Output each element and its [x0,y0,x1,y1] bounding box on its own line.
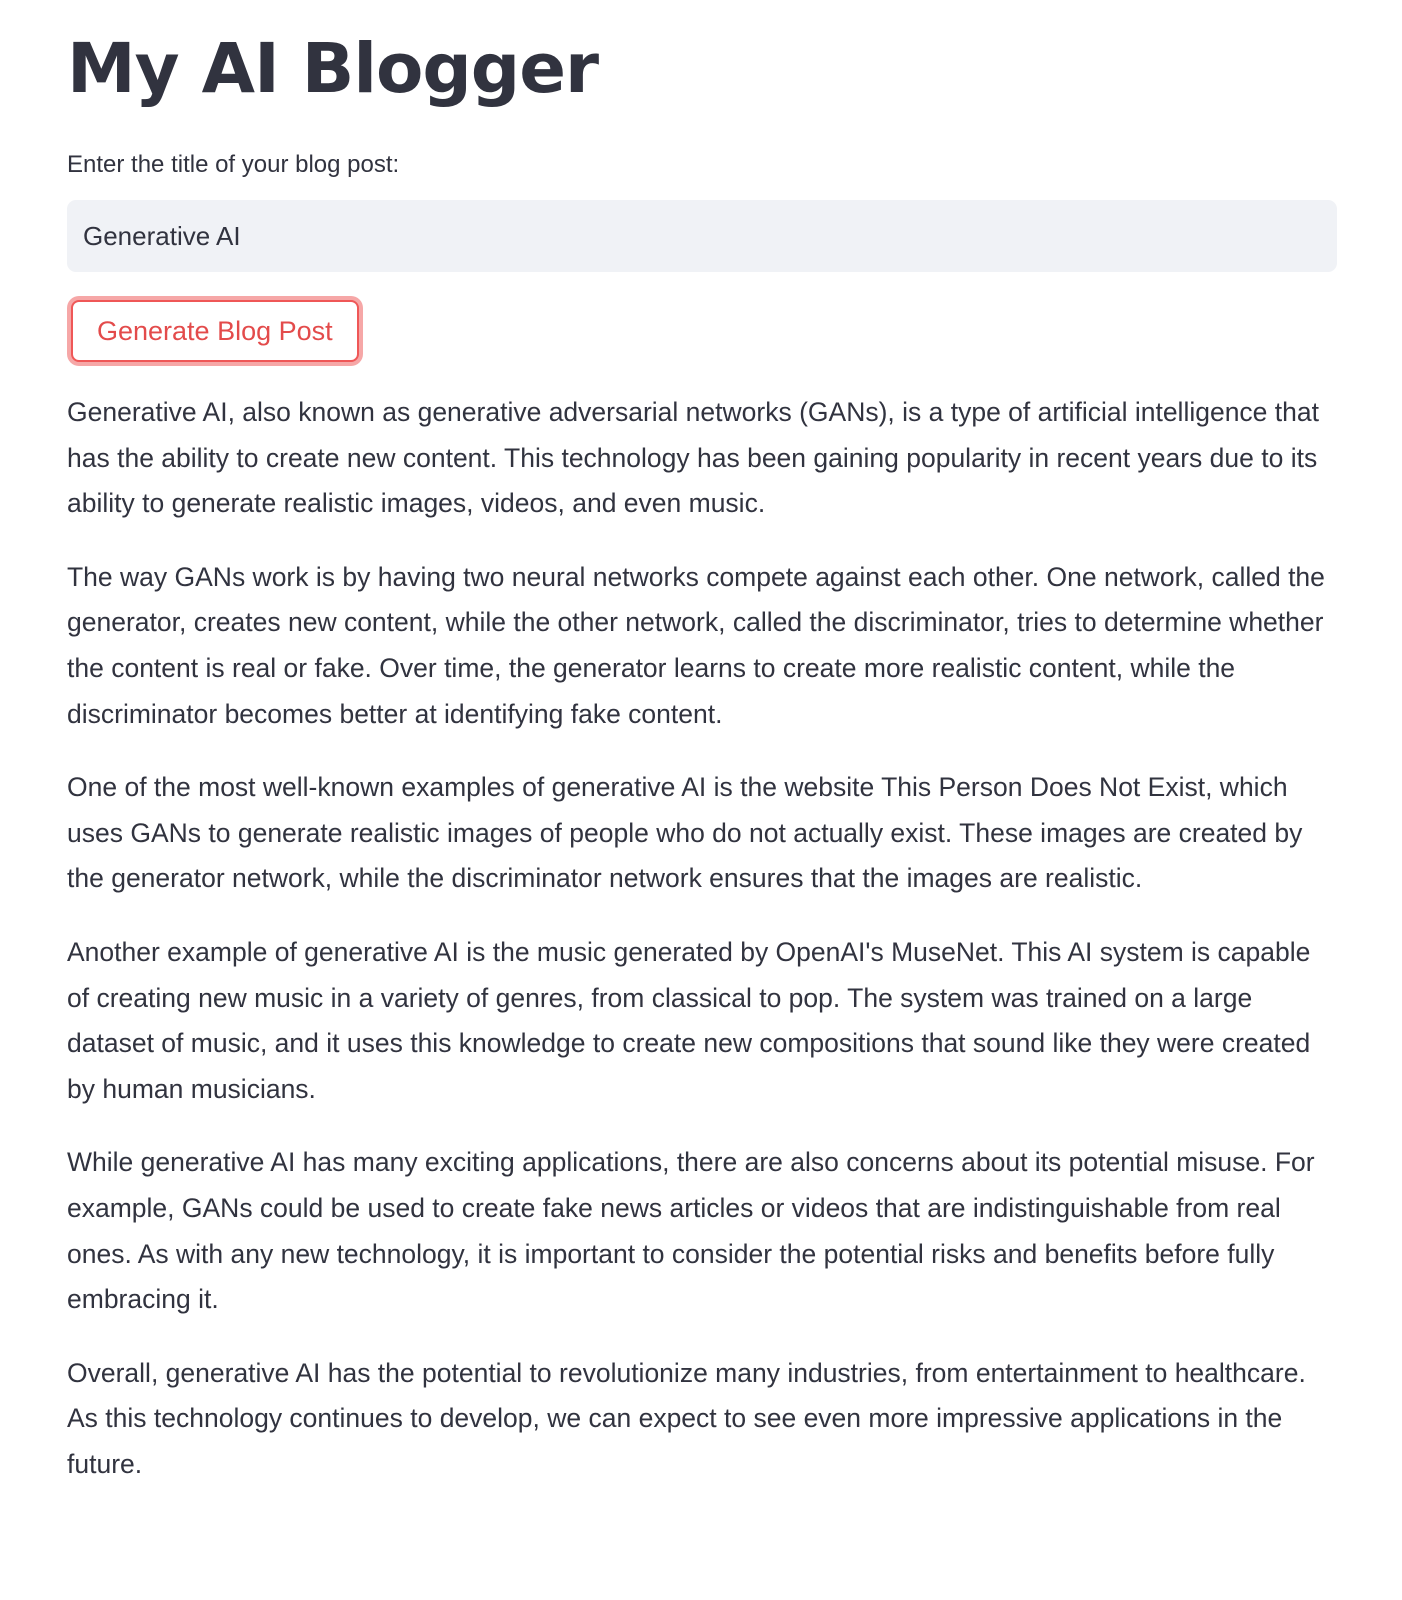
blog-paragraph: One of the most well-known examples of generative AI is the website This Person Does Not Exist, which uses GANs to generate realistic images of people who do not actually exist. These images are created by the generator network, while the discriminator network ensures that the images are realistic. [67,772,1303,894]
main-container [67,0,1337,1515]
blog-title-input[interactable] [67,200,1337,272]
blog-paragraph: Overall, generative AI has the potential to revolutionize many industries, from entertainment to healthcare. As this technology continues to develop, we can expect to see even more impressive applications in the future. [67,1357,1306,1479]
blog-paragraph: Another example of generative AI is the music generated by OpenAI's MuseNet. This AI system is capable of creating new music in a variety of genres, from classical to pop. The system was trained on a large dataset of music, and it uses this knowledge to create new compositions that sound like they were created by human musicians. [67,936,1311,1104]
generate-button-focus-ring [67,296,363,366]
blog-paragraph: The way GANs work is by having two neural networks compete against each other. One network, called the generator, creates new content, while the other network, called the discriminator, tries to determine whether the content is real or fake. Over time, the generator learns to create more realistic content, while the discriminator becomes better at identifying fake content. [67,561,1325,729]
blog-paragraph: While generative AI has many exciting applications, there are also concerns about its potential misuse. For example, GANs could be used to create fake news articles or videos that are indistinguishable from real ones. As with any new technology, it is important to consider the potential risks and benefits before fully embracing it. [67,1147,1315,1315]
title-input-label: Enter the title of your blog post: [67,151,400,178]
blog-paragraph: Generative AI, also known as generative adversarial networks (GANs), is a type of artificial intelligence that has the ability to create new content. This technology has been gaining popularity in recent years due to its ability to generate realistic images, videos, and even music. [67,397,1319,519]
blog-post-output [67,390,1337,1487]
page-title: My AI Blogger [67,29,599,109]
generate-blog-post-button[interactable]: Generate Blog Post [71,300,359,362]
